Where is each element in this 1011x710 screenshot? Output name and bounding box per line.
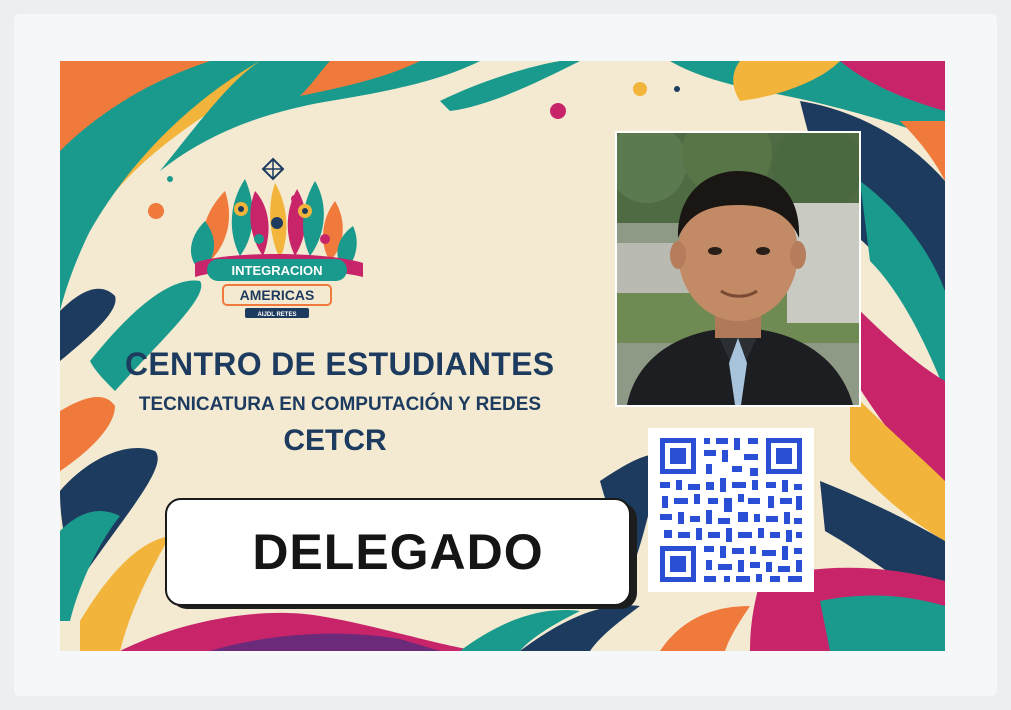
diamond-ornament-icon xyxy=(263,159,283,179)
organization-abbreviation: CETCR xyxy=(283,424,387,457)
organization-title: CENTRO DE ESTUDIANTES xyxy=(125,346,555,382)
portrait-photo-icon xyxy=(617,133,859,405)
qr-code[interactable] xyxy=(648,428,814,592)
logo-text-integracion: INTEGRACION xyxy=(231,263,323,278)
logo-text-americas: AMERICAS xyxy=(239,287,315,303)
id-card xyxy=(60,61,945,651)
logo-text-tagline: AIJDL RETES xyxy=(257,312,297,318)
portrait-photo xyxy=(615,131,861,407)
integracion-americas-logo xyxy=(185,151,370,331)
role-badge: DELEGADO xyxy=(165,498,631,606)
organization-subtitle: TECNICATURA EN COMPUTACIÓN Y REDES xyxy=(138,394,542,415)
qr-code-icon xyxy=(648,428,814,592)
